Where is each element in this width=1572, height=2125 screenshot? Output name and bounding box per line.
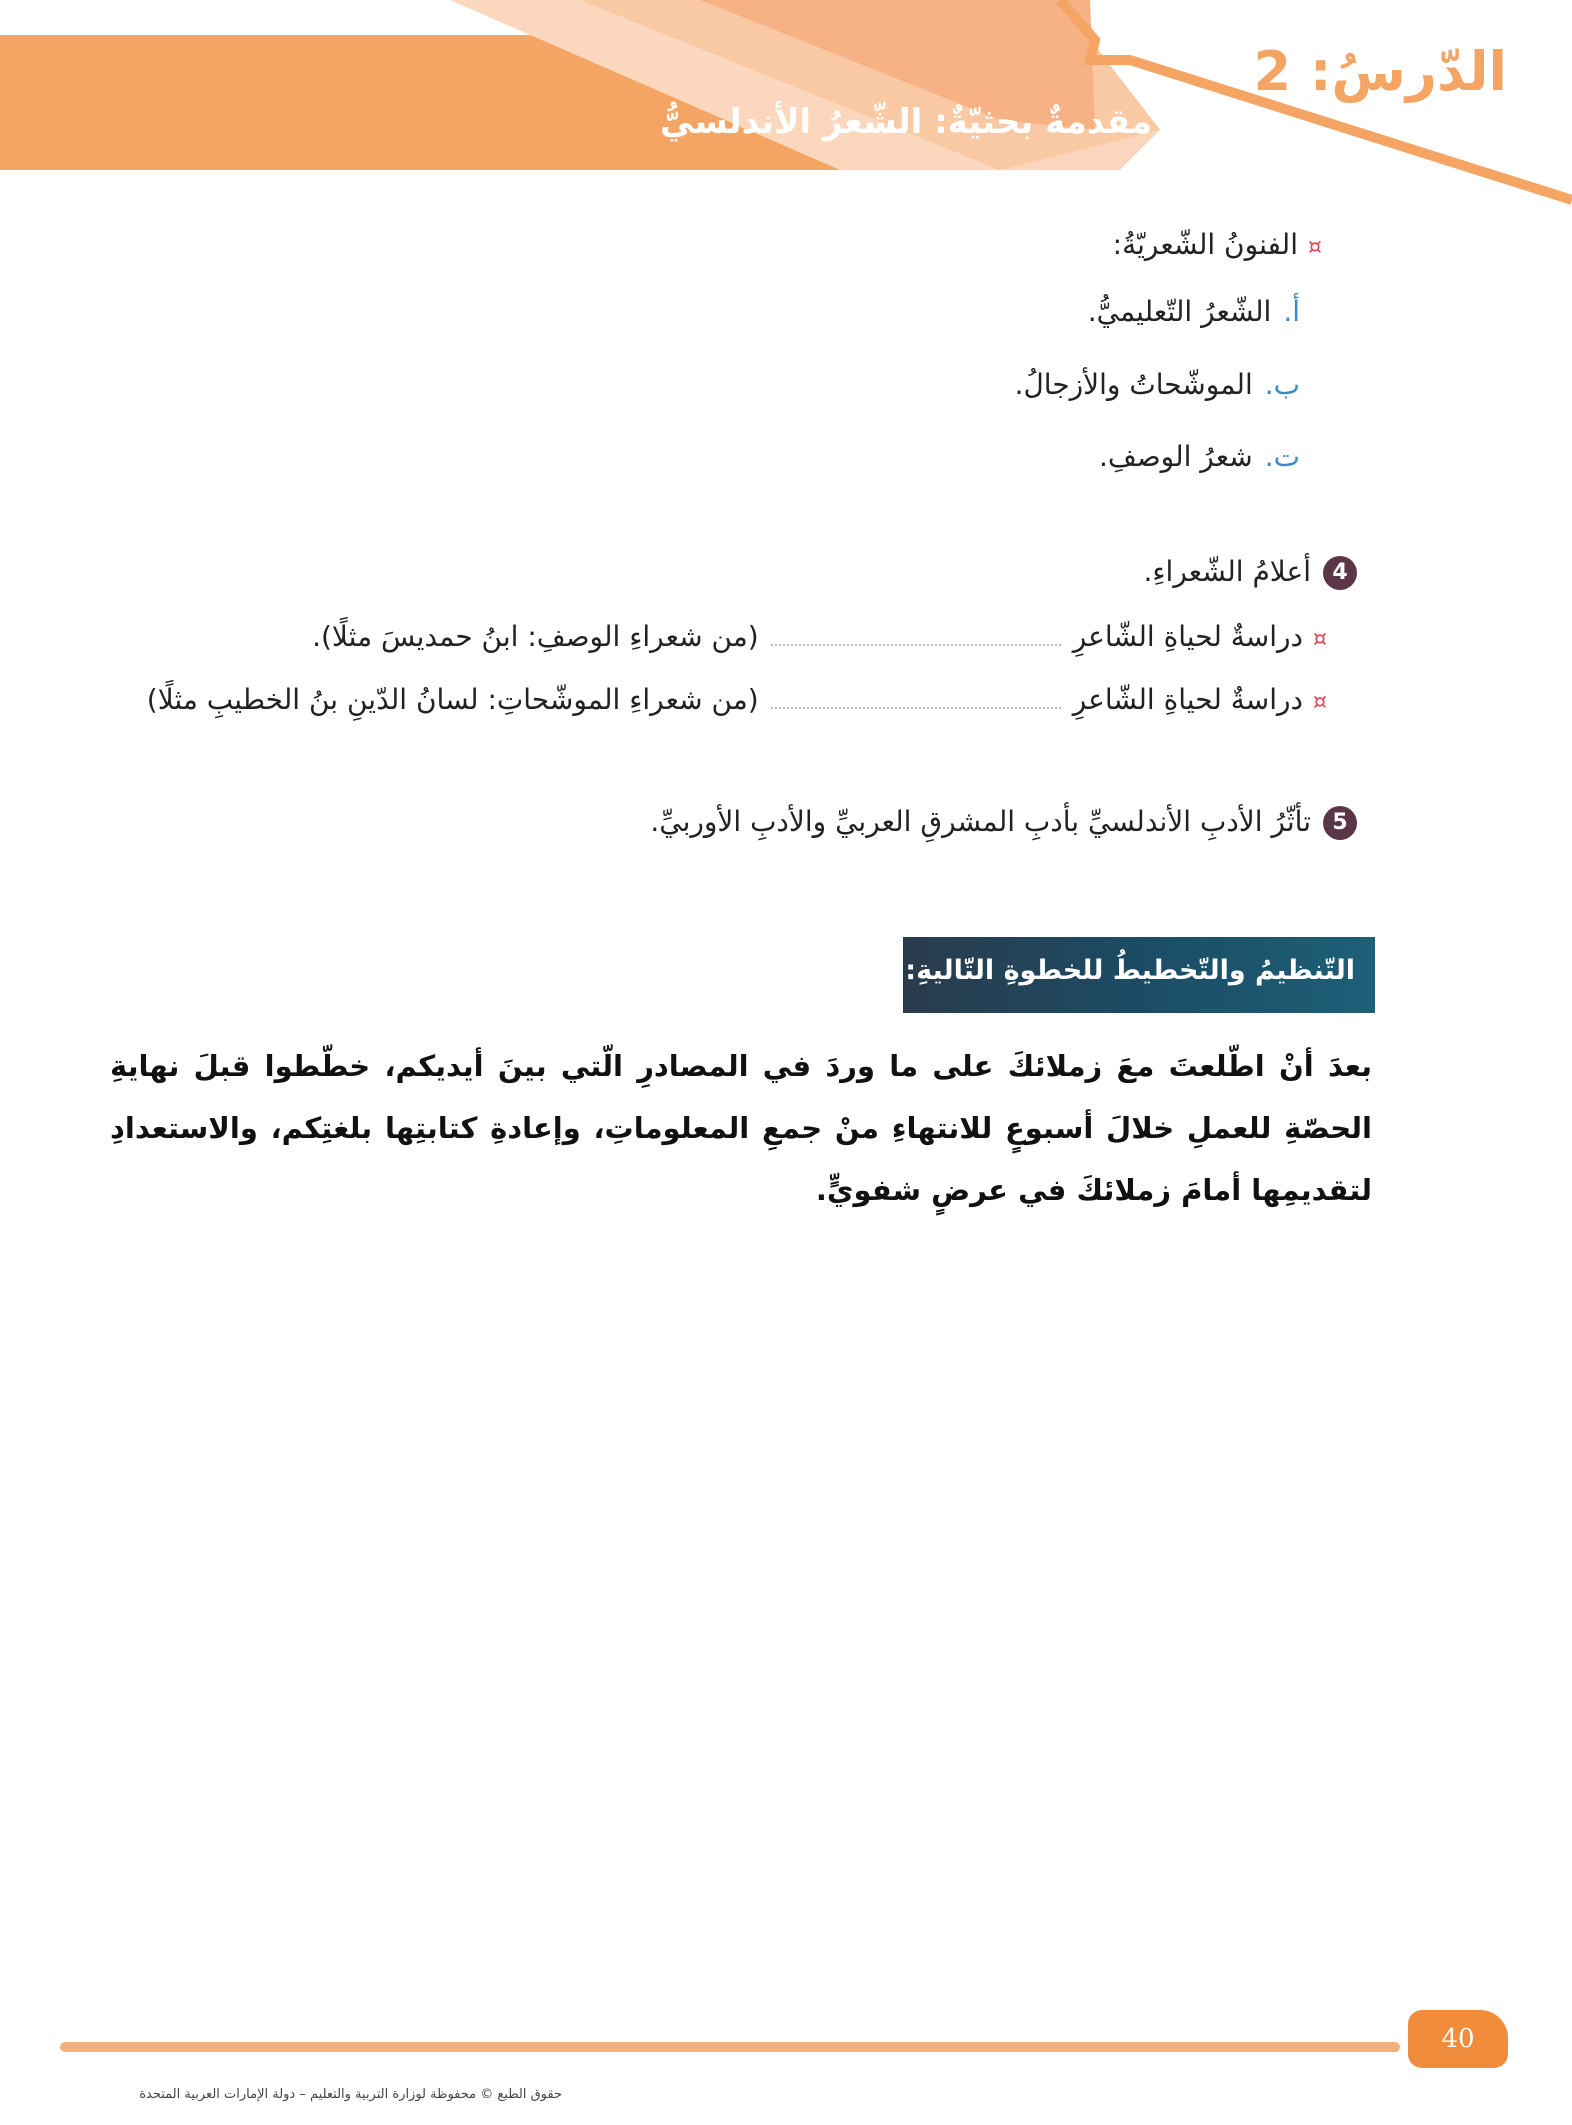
planning-heading: التّنظيمُ والتّخطيطُ للخطوةِ التّاليةِ: <box>903 937 1375 1013</box>
copyright-notice: حقوق الطبع © محفوظة لوزارة التربية والتعليم – دولة الإمارات العربية المتحدة <box>139 2087 562 2102</box>
list-item <box>1099 440 1300 473</box>
bullet-icon: ¤ <box>1308 235 1322 260</box>
bullet-icon: ¤ <box>1313 627 1327 652</box>
section-5-text: 5تأثّرُ الأدبِ الأندلسيِّ بأدبِ المشرقِ العربيِّ والأدبِ الأوربيِّ. <box>650 805 1357 840</box>
list-item-text: شعرُ الوصفِ. <box>1098 440 1253 473</box>
section-4-row: ¤دراسةٌ لحياةِ الشّاعرِ(من شعراءِ الموشّحاتِ: لسانُ الدّينِ بنُ الخطيبِ مثلًا) <box>146 683 1327 716</box>
list-item <box>1088 295 1300 328</box>
list-letter: أ. <box>1283 295 1300 328</box>
section-4-title: 4أعلامُ الشّعراءِ. <box>1143 555 1357 590</box>
planning-paragraph: بعدَ أنْ اطّلعتَ معَ زملائكَ على ما وردَ في المصادرِ الّتي بينَ أيديكم، خطّطوا قبلَ نهايةِ الحصّةِ للعملِ خلالَ أسبوعٍ للانتهاءِ منْ جمعِ المعلوماتِ، وإعادةِ كتابتِها بلغتِكم، والاستعدادِ لتقديمِها أمامَ زملائكَ في عرضٍ شفويٍّ. <box>110 1049 1372 1207</box>
bullet-icon: ¤ <box>1313 690 1327 715</box>
list-letter: ب. <box>1264 368 1300 401</box>
list-item-text: الموشّحاتُ والأزجالُ. <box>1014 368 1253 401</box>
lesson-subtitle: مقدمةٌ بحثيّةٌ: الشّعرُ الأندلسيُّ <box>659 102 1152 142</box>
list-item <box>1015 368 1300 401</box>
section-number-badge: 5 <box>1323 806 1357 840</box>
dotted-fill-line <box>771 638 1061 646</box>
section-4-row: ¤دراسةٌ لحياةِ الشّاعرِ(من شعراءِ الوصفِ: ابنُ حمديسَ مثلًا). <box>312 620 1327 653</box>
lesson-title: الدّرسُ: 2 <box>1253 40 1507 103</box>
poetic-arts-heading: ¤الفنونُ الشّعريّةُ: <box>1112 228 1322 261</box>
dotted-fill-line <box>771 701 1061 709</box>
page-number: 40 <box>1408 2010 1508 2068</box>
page-bar <box>60 2042 1400 2052</box>
list-letter: ت. <box>1264 440 1300 473</box>
section-number-badge: 4 <box>1323 556 1357 590</box>
list-item-text: الشّعرُ التّعليميُّ. <box>1087 295 1272 328</box>
